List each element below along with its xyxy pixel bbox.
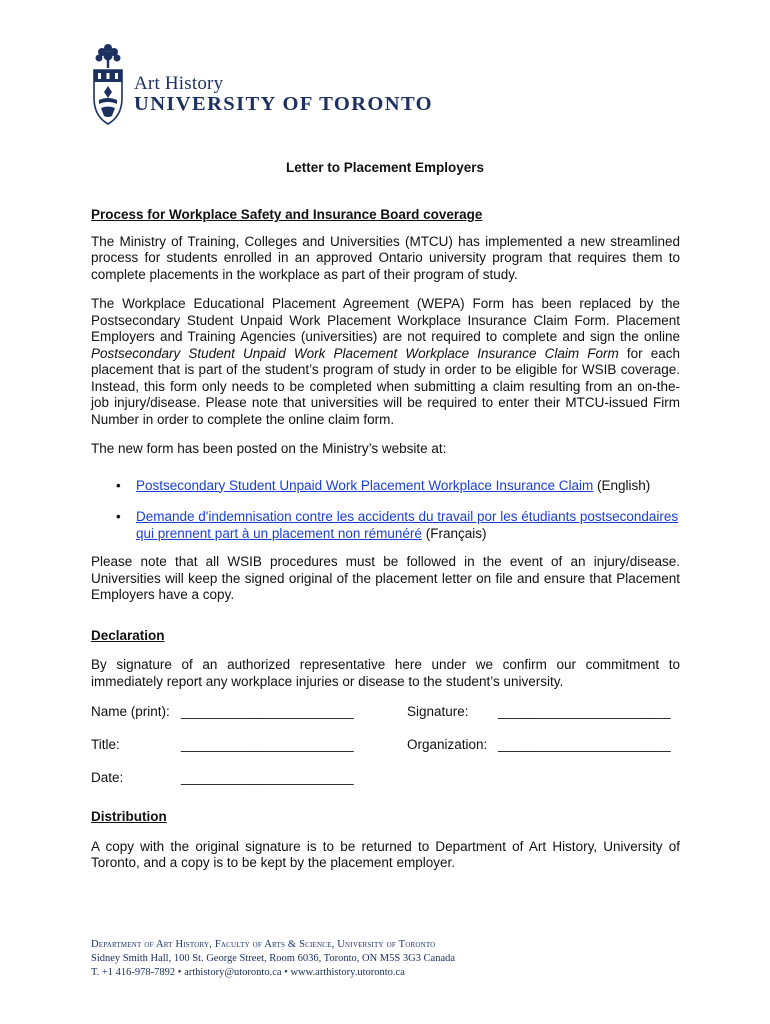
footer-contact: T. +1 416-978-7892 • arthistory@utoronto.ca • www.arthistory.utoronto.ca (91, 967, 405, 978)
list-item (91, 478, 680, 495)
link-french-form[interactable]: Demande d'indemnisation contre les accidents du travail por les étudiants postsecondaires qui prennent part à un placement non rémunéré (136, 509, 679, 541)
title-label: Title: (91, 737, 120, 752)
logo-department: Art History (134, 73, 224, 94)
paragraph-mtcu: The Ministry of Training, Colleges and Universities (MTCU) has implemented a new streamlined process for students enrolled in an approved Ontario university program that requires them to complete placements in the workplace as part of their program of study. (91, 233, 680, 282)
date-label: Date: (91, 770, 124, 785)
section-heading-process: Process for Workplace Safety and Insurance Board coverage (91, 207, 483, 222)
signature-row-title (91, 737, 680, 770)
section-heading-declaration: Declaration (91, 627, 165, 643)
paragraph-wepa (91, 296, 680, 428)
bullet-icon: • (116, 477, 121, 493)
signature-label: Signature: (407, 704, 469, 719)
date-blank: _______________________ (181, 770, 354, 785)
title-blank: _______________________ (181, 737, 354, 752)
footer-address: Sidney Smith Hall, 100 St. George Street, Room 6036, Toronto, ON M5S 3G3 Canada (91, 953, 456, 964)
letter-body (91, 207, 680, 872)
signature-blank: _______________________ (498, 704, 671, 719)
name-label: Name (print): (91, 704, 170, 719)
list-item (91, 509, 680, 542)
declaration-text: By signature of an authorized representative here under we confirm our commitment to immediately report any workplace injuries or disease to the student’s university. (91, 657, 680, 689)
section-heading-distribution: Distribution (91, 809, 167, 824)
signature-row-date (91, 770, 680, 803)
logo-university: UNIVERSITY OF TORONTO (134, 93, 434, 115)
footer-department: Department of Art History, Faculty of Arts & Science, University of Toronto (91, 939, 436, 950)
page-title: Letter to Placement Employers (285, 160, 485, 175)
paragraph-wepa-part2: for each placement that is part of the student’s program of study in order to be eligible for WSIB coverage. Instead, this form only needs to be completed when submitting a claim resulting from an on-the-job injury/disease. Please note that universities will be required to enter their MTCU-issued Firm Number in order to complete the online claim form. (91, 345, 680, 427)
paragraph-wepa-part1: The Workplace Educational Placement Agreement (WEPA) Form has been replaced by the Postsecondary Student Unpaid Work Placement Workplace Insurance Claim Form. Placement Employers and Training Agencies (universities) are not required to complete and sign the online (91, 296, 680, 344)
paragraph-new-form: The new form has been posted on the Ministry’s website at: (91, 441, 447, 456)
distribution-text: A copy with the original signature is to be returned to Department of Art History, University of Toronto, and a copy is to be kept by the placement employer. (91, 838, 680, 870)
organization-blank: _______________________ (498, 737, 671, 752)
bullet-icon: • (116, 509, 121, 524)
link-language-french: (Français) (421, 525, 487, 541)
organization-label: Organization: (407, 737, 488, 752)
paragraph-wepa-form-name: Postsecondary Student Unpaid Work Placement Workplace Insurance Claim Form (91, 345, 619, 361)
crest-icon (90, 42, 126, 128)
paragraph-wsib-procedures: Please note that all WSIB procedures must be followed in the event of an injury/disease. Universities will keep the signed original of the placement letter on file and ensure that Placement Employers have a copy. (91, 554, 680, 602)
name-blank: _______________________ (181, 704, 354, 719)
university-logo (90, 42, 440, 128)
link-language-english: (English) (593, 477, 651, 493)
link-english-form[interactable]: Postsecondary Student Unpaid Work Placement Workplace Insurance Claim (136, 477, 594, 493)
form-links-list (91, 478, 680, 543)
signature-row-name (91, 704, 680, 737)
letter-footer (91, 938, 691, 980)
